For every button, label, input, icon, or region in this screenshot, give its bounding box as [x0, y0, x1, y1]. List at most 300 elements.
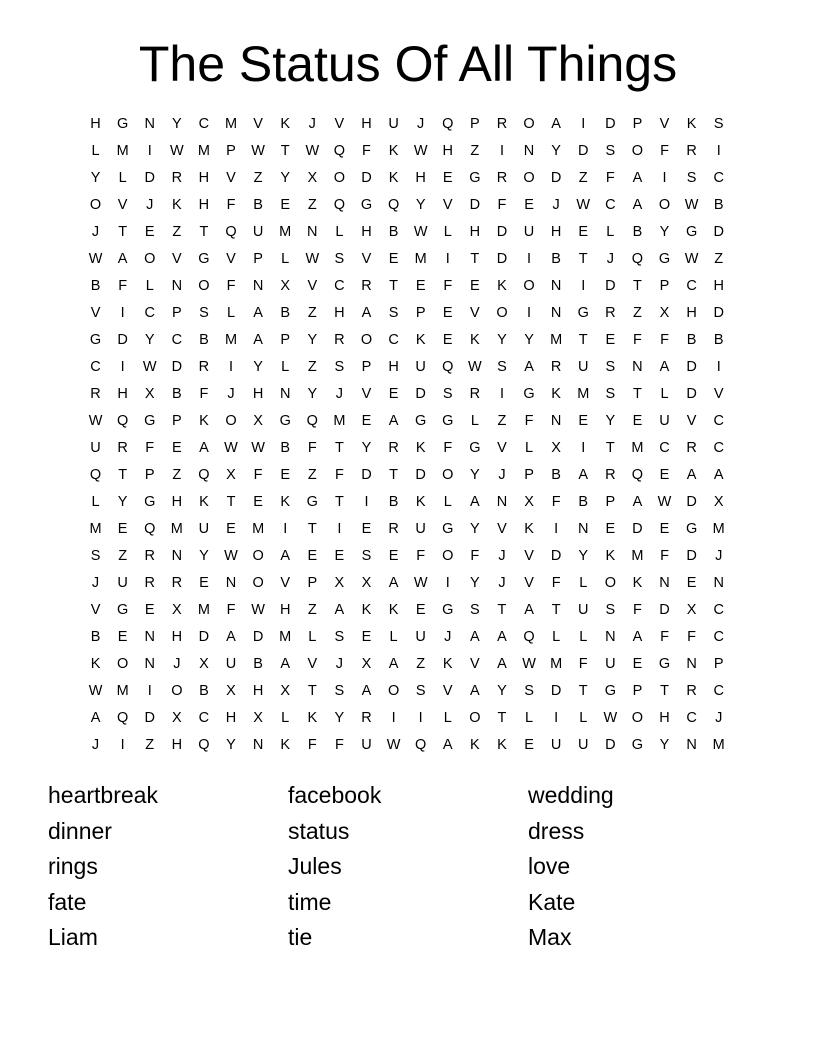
grid-letter: B [280, 305, 291, 321]
grid-letter: I [554, 710, 559, 726]
grid-row [82, 681, 734, 708]
grid-letter: A [524, 359, 534, 375]
grid-letter: D [550, 548, 562, 564]
word-list-item: time [288, 888, 332, 915]
grid-letter: L [443, 710, 452, 726]
grid-letter: R [469, 386, 481, 402]
grid-letter: C [713, 413, 724, 429]
grid-letter: O [144, 251, 156, 267]
grid-letter: T [199, 224, 209, 240]
grid-letter: W [413, 575, 428, 591]
grid-letter: O [360, 332, 373, 348]
grid-letter: S [713, 116, 724, 132]
grid-letter: J [146, 197, 154, 213]
grid-letter: G [442, 602, 454, 618]
grid-letter: P [280, 332, 291, 348]
grid-letter: S [686, 170, 697, 186]
grid-letter: L [443, 224, 452, 240]
grid-letter: R [550, 359, 562, 375]
grid-letter: U [388, 116, 399, 132]
grid-letter: V [659, 116, 670, 132]
grid-letter: V [470, 656, 480, 672]
grid-letter: A [90, 710, 101, 726]
grid-letter: T [389, 467, 398, 483]
grid-letter: T [118, 224, 128, 240]
grid-letter: G [577, 305, 589, 321]
grid-letter: K [388, 602, 399, 618]
grid-letter: E [334, 548, 345, 564]
grid-letter: Z [145, 737, 155, 753]
letter-grid [82, 114, 734, 762]
grid-letter: I [391, 710, 396, 726]
word-list-item: dinner [48, 817, 112, 844]
grid-letter: J [91, 575, 100, 591]
grid-letter: I [662, 170, 667, 186]
grid-letter: L [145, 278, 154, 294]
word-row [48, 778, 768, 814]
grid-letter: I [120, 305, 125, 321]
grid-letter: N [550, 278, 562, 294]
grid-letter: K [280, 737, 291, 753]
grid-letter: F [226, 278, 236, 294]
grid-letter: T [551, 602, 561, 618]
grid-letter: M [279, 224, 292, 240]
grid-letter: E [470, 278, 480, 294]
grid-letter: C [334, 278, 345, 294]
grid-letter: T [307, 683, 317, 699]
grid-letter: J [606, 251, 614, 267]
grid-letter: H [415, 170, 426, 186]
grid-letter: W [251, 143, 265, 159]
grid-letter: A [226, 629, 236, 645]
grid-letter: I [418, 710, 423, 726]
grid-letter: G [685, 224, 698, 240]
grid-letter: F [660, 143, 669, 159]
grid-letter: U [90, 440, 101, 456]
grid-letter: Y [117, 494, 128, 510]
grid-letter: G [306, 494, 318, 510]
grid-letter: I [527, 305, 532, 321]
grid-row [82, 708, 734, 735]
grid-letter: S [442, 386, 453, 402]
grid-letter: V [280, 575, 291, 591]
grid-letter: B [578, 494, 589, 510]
grid-letter: F [145, 440, 155, 456]
grid-letter: H [388, 359, 399, 375]
grid-letter: I [716, 359, 721, 375]
grid-letter: T [389, 278, 398, 294]
grid-letter: V [117, 197, 128, 213]
grid-letter: P [632, 116, 643, 132]
grid-letter: J [444, 629, 452, 645]
grid-letter: G [415, 413, 427, 429]
grid-letter: G [144, 494, 156, 510]
grid-letter: L [579, 710, 588, 726]
grid-letter: Z [632, 305, 642, 321]
grid-letter: M [550, 332, 563, 348]
grid-letter: J [417, 116, 425, 132]
grid-letter: U [577, 737, 589, 753]
grid-letter: J [308, 116, 316, 132]
grid-letter: G [144, 413, 156, 429]
grid-row [82, 141, 734, 168]
grid-letter: I [499, 386, 504, 402]
grid-letter: S [334, 683, 345, 699]
grid-letter: S [524, 683, 534, 699]
grid-letter: K [415, 494, 426, 510]
grid-letter: Y [524, 332, 534, 348]
grid-letter: O [496, 305, 508, 321]
grid-letter: G [360, 197, 373, 213]
grid-letter: L [308, 629, 317, 645]
grid-letter: F [334, 737, 344, 753]
grid-letter: I [499, 143, 504, 159]
grid-letter: Z [307, 197, 317, 213]
grid-letter: L [389, 629, 398, 645]
grid-letter: H [279, 602, 291, 618]
grid-letter: F [416, 548, 426, 564]
grid-letter: E [659, 521, 670, 537]
grid-letter: D [713, 305, 724, 321]
grid-letter: Q [306, 413, 318, 429]
grid-letter: S [605, 602, 616, 618]
grid-letter: P [307, 575, 318, 591]
grid-letter: H [198, 170, 210, 186]
grid-letter: S [470, 602, 480, 618]
grid-letter: I [527, 251, 532, 267]
grid-letter: Y [659, 224, 670, 240]
grid-letter: Z [307, 467, 317, 483]
grid-letter: D [632, 521, 643, 537]
grid-letter: L [91, 494, 100, 510]
grid-letter: Q [631, 467, 644, 483]
grid-letter: V [361, 251, 372, 267]
grid-letter: D [686, 548, 697, 564]
grid-letter: P [632, 683, 643, 699]
grid-letter: F [226, 602, 236, 618]
grid-letter: K [605, 548, 616, 564]
grid-letter: H [659, 710, 670, 726]
word-list-item: heartbreak [48, 782, 158, 808]
grid-row [82, 654, 734, 681]
grid-letter: C [686, 278, 697, 294]
grid-letter: D [144, 170, 155, 186]
grid-letter: H [713, 278, 724, 294]
grid-row [82, 249, 734, 276]
grid-letter: N [523, 143, 535, 159]
grid-letter: F [632, 332, 642, 348]
grid-letter: E [632, 413, 643, 429]
grid-letter: X [171, 602, 182, 618]
grid-letter: U [659, 413, 670, 429]
grid-letter: E [226, 521, 236, 537]
grid-letter: L [226, 305, 236, 321]
grid-letter: F [578, 656, 588, 672]
grid-letter: E [388, 386, 399, 402]
grid-letter: Q [523, 629, 535, 645]
grid-letter: O [523, 116, 535, 132]
grid-letter: K [551, 386, 561, 402]
grid-letter: K [388, 143, 399, 159]
grid-letter: M [224, 332, 238, 348]
grid-letter: R [361, 278, 372, 294]
grid-letter: J [173, 656, 181, 672]
grid-letter: Q [89, 467, 102, 483]
grid-letter: T [118, 467, 128, 483]
grid-row [82, 735, 734, 762]
grid-letter: Y [578, 548, 589, 564]
grid-letter: Q [631, 251, 644, 267]
grid-letter: M [577, 386, 590, 402]
grid-letter: Z [118, 548, 128, 564]
grid-letter: N [496, 494, 508, 510]
grid-letter: P [171, 305, 182, 321]
grid-letter: A [524, 602, 534, 618]
grid-letter: D [361, 467, 372, 483]
grid-letter: A [497, 629, 507, 645]
grid-letter: S [334, 359, 345, 375]
grid-letter: Z [470, 143, 480, 159]
grid-letter: Y [470, 467, 480, 483]
grid-row [82, 276, 734, 303]
grid-letter: P [415, 305, 426, 321]
word-list-item: love [528, 853, 571, 880]
grid-letter: B [280, 440, 291, 456]
grid-letter: Q [333, 143, 346, 159]
grid-letter: A [470, 683, 480, 699]
grid-letter: I [581, 116, 586, 132]
grid-letter: S [605, 359, 616, 375]
grid-letter: Q [387, 197, 400, 213]
grid-letter: H [334, 305, 345, 321]
grid-letter: A [470, 494, 480, 510]
grid-letter: C [686, 710, 697, 726]
grid-letter: C [713, 602, 724, 618]
grid-row [82, 492, 734, 519]
grid-letter: G [279, 413, 291, 429]
grid-letter: K [171, 197, 182, 213]
grid-letter: F [443, 278, 453, 294]
grid-letter: F [253, 467, 263, 483]
grid-letter: K [199, 413, 209, 429]
grid-letter: E [442, 170, 453, 186]
grid-letter: M [550, 656, 563, 672]
grid-letter: D [686, 359, 697, 375]
grid-letter: W [657, 494, 672, 510]
grid-letter: Z [714, 251, 724, 267]
grid-letter: O [198, 278, 210, 294]
grid-letter: O [631, 143, 644, 159]
grid-letter: O [387, 683, 400, 699]
grid-letter: E [171, 440, 182, 456]
grid-letter: U [577, 359, 589, 375]
grid-letter: N [144, 629, 155, 645]
grid-letter: E [524, 197, 534, 213]
grid-letter: L [579, 629, 588, 645]
grid-letter: R [388, 440, 399, 456]
grid-letter: R [144, 548, 155, 564]
grid-row [82, 384, 734, 411]
grid-letter: T [605, 440, 615, 456]
grid-letter: U [117, 575, 128, 591]
grid-letter: T [578, 251, 588, 267]
grid-letter: F [687, 629, 697, 645]
word-list [48, 778, 768, 956]
grid-letter: U [198, 521, 210, 537]
grid-letter: G [117, 602, 129, 618]
grid-letter: F [497, 197, 507, 213]
grid-letter: A [280, 548, 291, 564]
grid-letter: I [229, 359, 234, 375]
grid-letter: R [334, 332, 345, 348]
grid-letter: W [305, 143, 320, 159]
grid-letter: F [660, 548, 669, 564]
grid-letter: N [171, 278, 183, 294]
grid-letter: V [470, 305, 480, 321]
grid-letter: U [605, 656, 616, 672]
grid-letter: O [117, 656, 129, 672]
grid-letter: R [496, 116, 508, 132]
grid-letter: R [144, 575, 155, 591]
grid-letter: U [415, 629, 426, 645]
grid-letter: L [443, 494, 452, 510]
grid-letter: Y [226, 737, 236, 753]
grid-letter: Y [659, 737, 670, 753]
grid-letter: P [605, 494, 616, 510]
grid-letter: L [281, 710, 290, 726]
grid-letter: Q [144, 521, 156, 537]
grid-letter: E [686, 575, 697, 591]
grid-letter: Y [415, 197, 426, 213]
grid-letter: I [147, 683, 152, 699]
grid-letter: W [603, 710, 618, 726]
grid-letter: H [469, 224, 481, 240]
grid-letter: L [281, 359, 290, 375]
grid-row [82, 330, 734, 357]
grid-letter: A [388, 413, 399, 429]
grid-letter: Z [307, 359, 317, 375]
grid-letter: A [199, 440, 209, 456]
grid-letter: J [715, 710, 723, 726]
grid-letter: W [251, 602, 265, 618]
word-list-item: status [288, 817, 350, 844]
grid-letter: T [632, 386, 642, 402]
grid-letter: A [470, 629, 480, 645]
grid-letter: O [442, 548, 454, 564]
grid-letter: C [713, 440, 724, 456]
grid-letter: Y [280, 170, 291, 186]
grid-letter: J [91, 737, 100, 753]
grid-letter: B [253, 656, 263, 672]
grid-letter: R [198, 359, 210, 375]
grid-letter: D [605, 116, 616, 132]
grid-letter: R [388, 521, 399, 537]
grid-letter: I [445, 575, 450, 591]
grid-letter: O [225, 413, 237, 429]
grid-letter: O [469, 710, 481, 726]
grid-letter: X [713, 494, 724, 510]
grid-letter: E [632, 656, 643, 672]
grid-letter: L [470, 413, 479, 429]
grid-letter: Q [198, 737, 210, 753]
grid-letter: V [307, 278, 318, 294]
grid-letter: A [659, 359, 670, 375]
grid-letter: K [497, 278, 507, 294]
grid-letter: G [523, 386, 535, 402]
grid-letter: E [117, 629, 128, 645]
grid-letter: E [578, 224, 589, 240]
grid-letter: D [713, 224, 724, 240]
grid-letter: E [605, 332, 616, 348]
grid-letter: K [199, 494, 209, 510]
grid-letter: V [713, 386, 724, 402]
grid-letter: T [497, 602, 507, 618]
grid-letter: B [199, 683, 209, 699]
grid-letter: E [415, 278, 426, 294]
grid-letter: F [551, 575, 561, 591]
grid-letter: G [89, 332, 102, 348]
grid-letter: E [388, 548, 399, 564]
grid-letter: J [227, 386, 235, 402]
grid-letter: M [224, 116, 238, 132]
grid-letter: K [280, 116, 291, 132]
grid-letter: R [686, 440, 697, 456]
grid-letter: F [334, 467, 344, 483]
grid-letter: E [578, 413, 589, 429]
grid-letter: N [713, 575, 724, 591]
grid-letter: X [253, 413, 263, 429]
grid-letter: H [171, 629, 183, 645]
grid-letter: V [497, 521, 507, 537]
grid-letter: B [388, 494, 399, 510]
grid-letter: Y [307, 386, 318, 402]
grid-letter: A [253, 332, 263, 348]
word-list-item: tie [288, 924, 313, 951]
grid-letter: H [171, 494, 183, 510]
grid-letter: X [686, 602, 697, 618]
grid-letter: K [686, 116, 697, 132]
grid-letter: I [716, 143, 721, 159]
grid-letter: A [713, 467, 724, 483]
grid-letter: E [361, 629, 372, 645]
grid-letter: L [118, 170, 127, 186]
grid-letter: N [632, 359, 643, 375]
grid-letter: M [252, 521, 265, 537]
grid-letter: B [199, 332, 209, 348]
grid-letter: E [117, 521, 128, 537]
grid-letter: C [198, 116, 210, 132]
grid-letter: I [445, 251, 450, 267]
grid-letter: P [253, 251, 263, 267]
grid-letter: T [280, 143, 290, 159]
grid-letter: M [89, 521, 102, 537]
grid-letter: X [144, 386, 155, 402]
grid-letter: H [117, 386, 128, 402]
word-row [48, 885, 768, 921]
grid-letter: F [118, 278, 128, 294]
grid-letter: I [337, 521, 342, 537]
grid-letter: S [199, 305, 209, 321]
grid-letter: T [307, 521, 317, 537]
word-list-item: dress [528, 817, 585, 844]
grid-letter: U [523, 224, 535, 240]
grid-letter: V [253, 116, 263, 132]
grid-letter: Y [253, 359, 263, 375]
grid-letter: O [89, 197, 102, 213]
grid-letter: T [578, 683, 588, 699]
grid-letter: R [90, 386, 101, 402]
grid-letter: T [226, 494, 236, 510]
